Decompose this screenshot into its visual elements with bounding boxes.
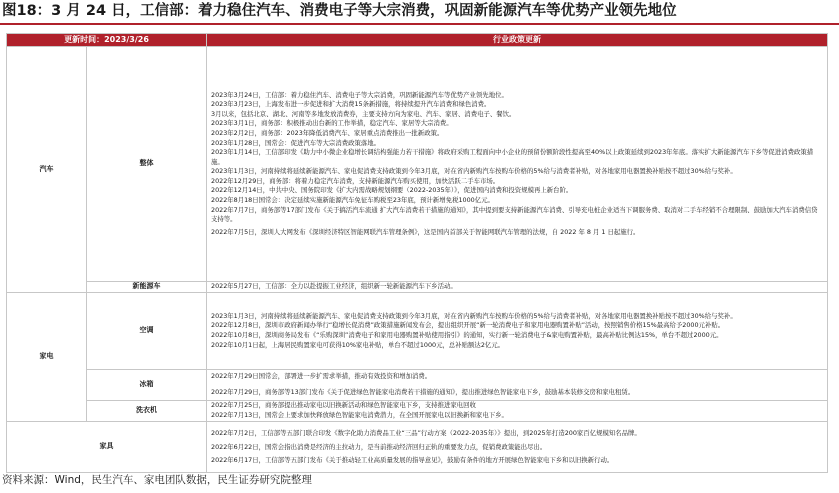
policy-cell-auto-overall	[207, 47, 828, 282]
policy-item: 2023年3月24日，工信部：着力稳住汽车、消费电子等大宗消费，巩固新能源汽车等优势产业领先地位。	[211, 90, 508, 99]
table-row	[7, 370, 828, 401]
policy-table	[6, 33, 828, 473]
table-row	[7, 293, 828, 370]
policy-item: 2022年6月22日，国常会指出消费是经济的主拉动力，是当前推动经济回归正轨的重要发力点，促销费政策能出尽出。	[211, 443, 547, 452]
policy-item: 2023年3月23日，上海发布进一步促进和扩大消费15条新措施，将持续提升汽车消费和绿色消费。	[211, 100, 491, 109]
category-auto: 汽车	[7, 47, 87, 293]
policy-cell-appliance-ac	[207, 293, 828, 370]
category-appliance: 家电	[7, 293, 87, 422]
policy-item: 2022年5月27日，工信部：全力以赴提振工业经济，组织新一轮新能源汽车下乡活动。	[211, 282, 457, 291]
policy-item: 2022年10月1日起，上海居民购置家电可获得10%家电补贴，单台不超过1000元，总补贴额达2亿元。	[211, 340, 505, 349]
policy-item: 2022年12月14日，中共中央、国务院印发《扩大内需战略规划纲要（2022-2035年）》，促进国内消费和投资规模再上新台阶。	[211, 186, 573, 195]
policy-item: 2022年7月25日，商务部提出推动家电以旧换新活动和绿色智能家电下乡，支持推进家电回收	[211, 401, 476, 410]
policy-cell-appliance-fridge	[207, 370, 828, 401]
policy-item: 2022年7月2日，工信部等五部门联合印发《数字化助力消费品工业“三品”行动方案（2022-2035年）》提出，到2025年打造200家百亿规模知名品牌。	[211, 428, 641, 437]
subcategory-washer: 洗衣机	[87, 401, 207, 422]
policy-item: 2022年7月5日，深圳人大网发布《深圳经济特区智能网联汽车管理条例》，这是国内首部关于智能网联汽车管理的法规，自 2022 年 8 月 1 日起施行。	[211, 227, 640, 236]
policy-item: 2023年1月28日，国常会：促进汽车等大宗消费政策落地。	[211, 138, 381, 147]
table-row	[7, 401, 828, 422]
policy-item: 2022年12月8日，深圳市政府新闻办举行“稳增长促消费”政策措施新闻发布会，提出组织开展“新一轮消费电子和家用电器购置补贴”活动，按照销售价格15%最高给予2000元补贴。	[211, 321, 725, 330]
subcategory-nev: 新能源车	[87, 282, 207, 293]
policy-item: 2023年2月2日，商务部：2023年降低消费汽车、家居重点消费推出一批新政策。	[211, 128, 444, 137]
policy-item: 2022年10月8日，深圳商务局发布《“乐购深圳”消费电子和家用电器购置补贴使用指引》的通知，实行新一轮消费电子&家电购置补贴，最高补贴比例达15%，单台不超过2000元。	[211, 331, 723, 339]
policy-item: 2022年7月29日国常会，部署进一步扩需求举措，推动有效投资和增加消费。	[211, 372, 432, 381]
table-row	[7, 282, 828, 293]
figure-title: 图18：3 月 24 日，工信部：着力稳住汽车、消费电子等大宗消费，巩固新能源汽车等优势产业领先地位	[2, 3, 677, 19]
update-time-header: 更新时间：2023/3/26	[7, 34, 207, 47]
policy-item: 2023年1月3日，河南持续将延续新能源汽车、家电促消费支持政策到今年3月底，对在省内新购汽车按购车价格的5%给与消费者补贴，对各地家用电器置换补贴按不超过30%给与奖补。	[211, 311, 737, 320]
subcategory-ac: 空调	[87, 293, 207, 370]
policy-item: 2023年1月14日，工信部印发《助力中小微企业稳增长调结构强能力若干措施》将政府采购工程面向中小企业的预留份额阶段性提高至40%以上政策延续到2023年年底。落实扩大新能源汽车下乡等促进消费政策措施。	[211, 148, 814, 166]
category-furniture: 家具	[7, 422, 207, 473]
policy-item: 2022年12月29日，商务部：将着力稳定汽车消费，支持新能源汽车购买使用，加快活跃二手车市场。	[211, 176, 500, 185]
policy-item: 2022年7月29日，商务部等13部门发布《关于促进绿色智能家电消费若干措施的通知》，提出推进绿色智能家电下乡，鼓励基本装修交房和家电租赁。	[211, 388, 635, 396]
policy-cell-auto-nev	[207, 282, 828, 293]
policy-cell-furniture	[207, 422, 828, 473]
subcategory-overall: 整体	[87, 47, 207, 282]
policy-item: 2022年8月18日国常会：决定延续实施新能源汽车免征车购税至23年底，预计新增免税1000亿元。	[211, 196, 494, 205]
policy-item: 2023年1月3日，河南持续将延续新能源汽车、家电促消费支持政策到今年3月底，对在省内新购汽车按购车价格的5%给与消费者补贴，对各地家用电器置换补贴按不超过30%给与奖补。	[211, 167, 737, 176]
table-header-row	[7, 34, 828, 47]
policy-item: 2023年3月1日，商务部：积极推动出台新的工作举措，稳定汽车、家居等大宗消费。	[211, 119, 453, 128]
subcategory-fridge: 冰箱	[87, 370, 207, 401]
table-row	[7, 47, 828, 282]
source-note: 资料来源：Wind，民生汽车、家电团队数据，民生证券研究院整理	[2, 474, 312, 486]
policy-item: 2022年7月7日，商务部等17部门发布《关于搞活汽车流通 扩大汽车消费若干措施的通知》，其中提到要支持新能源汽车消费、引导充电桩企业适当下调服务费、取消对二手车经销不合理限制、鼓励加大汽车消费信贷支持等。	[211, 205, 818, 224]
policy-update-header: 行业政策更新	[207, 34, 828, 47]
title-divider	[0, 23, 839, 25]
policy-item: 2022年7月13日，国常会上要求加快释放绿色智能家电消费潜力，在全国开展家电以旧换新和家电下乡。	[211, 411, 508, 419]
table-row	[7, 422, 828, 473]
policy-item: 2022年6月17日，工信部等五部门发布《关于推动轻工业高质量发展的指导意见》，鼓励有条件的地方开展绿色智能家电下乡和以旧换新行动。	[211, 455, 614, 464]
policy-item: 3月以来，包括北京、湖北、河南等多地发放消费券，主要支持方向为家电、汽车、家居、消费电子、餐饮。	[211, 109, 516, 118]
policy-cell-appliance-washer	[207, 401, 828, 422]
